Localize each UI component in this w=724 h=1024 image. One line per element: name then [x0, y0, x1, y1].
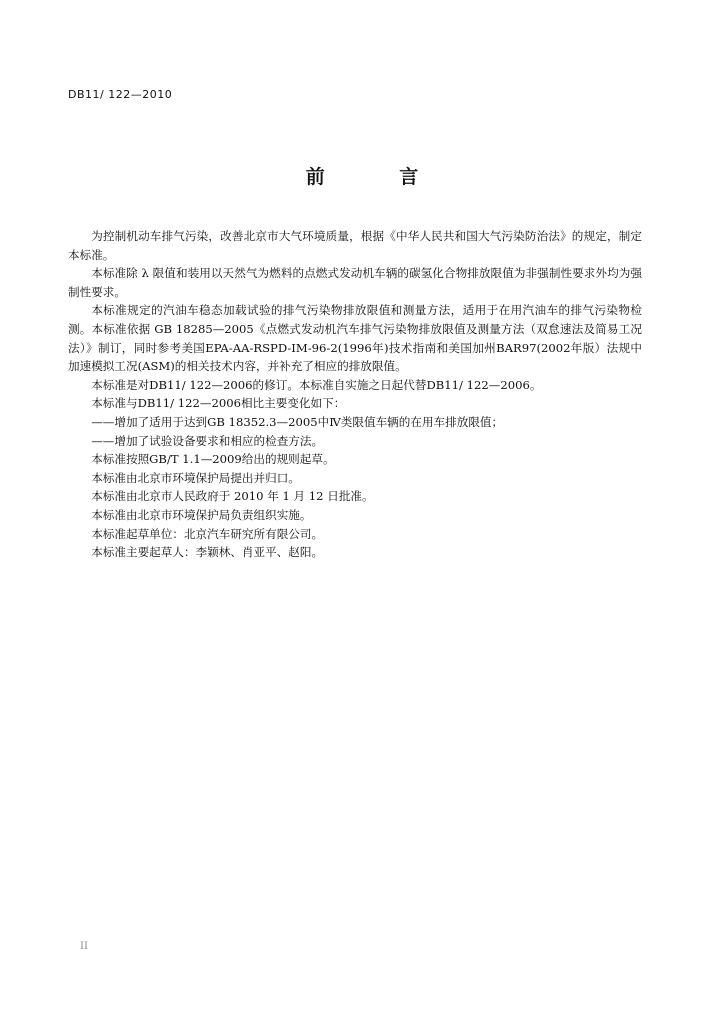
paragraph-drafting-rules: 本标准按照GB/T 1.1—2009给出的规则起草。 [91, 452, 335, 467]
paragraph-change-2: ——增加了试验设备要求和相应的检查方法。 [91, 433, 324, 448]
paragraph-drafting-unit: 本标准起草单位：北京汽车研究所有限公司。 [91, 526, 324, 541]
paragraph-drafters: 本标准主要起草人：李颖林、肖亚平、赵阳。 [91, 545, 324, 560]
paragraph-changes-intro: 本标准与DB11/ 122—2006相比主要变化如下： [91, 396, 346, 411]
foreword-body [68, 227, 642, 562]
page-number: II [80, 941, 88, 952]
paragraph-revision: 本标准是对DB11/ 122—2006的修订。本标准自实施之日起代替DB11/ 122—2006。 [91, 377, 542, 392]
paragraph-change-1: ——增加了适用于达到GB 18352.3—2005中Ⅳ类限值车辆的在用车排放限值； [91, 414, 504, 429]
paragraph-proposer: 本标准由北京市环境保护局提出并归口。 [91, 470, 300, 485]
paragraph-mandatory-scope: 本标准除 λ 限值和装用以天然气为燃料的点燃式发动机车辆的碳氢化合物排放限值为非强制性要求外均为强制性要求。 [68, 266, 642, 299]
page-title: 前 言 [305, 166, 453, 188]
paragraph-purpose: 为控制机动车排气污染，改善北京市大气环境质量，根据《中华人民共和国大气污染防治法》的规定，制定本标准。 [68, 229, 642, 262]
paragraph-method-basis: 本标准规定的汽油车稳态加载试验的排气污染物排放限值和测量方法，适用于在用汽油车的排气污染物检测。本标准依据 GB 18285—2005《点燃式发动机汽车排气污染物排放限值及测量方法（双怠速法及简易工况法）》制订，同时参考美国EPA-AA-RSPD-IM-96-2(1996年)技术指南和美国加州BAR97(2002年版）法规中加速模拟工况(ASM)的相关技术内容，并补充了相应的排放限值。 [68, 303, 642, 374]
paragraph-implementation: 本标准由北京市环境保护局负责组织实施。 [91, 507, 312, 522]
standard-code: DB11/ 122—2010 [68, 88, 173, 101]
paragraph-approval: 本标准由北京市人民政府于 2010 年 1 月 12 日批准。 [91, 489, 374, 504]
